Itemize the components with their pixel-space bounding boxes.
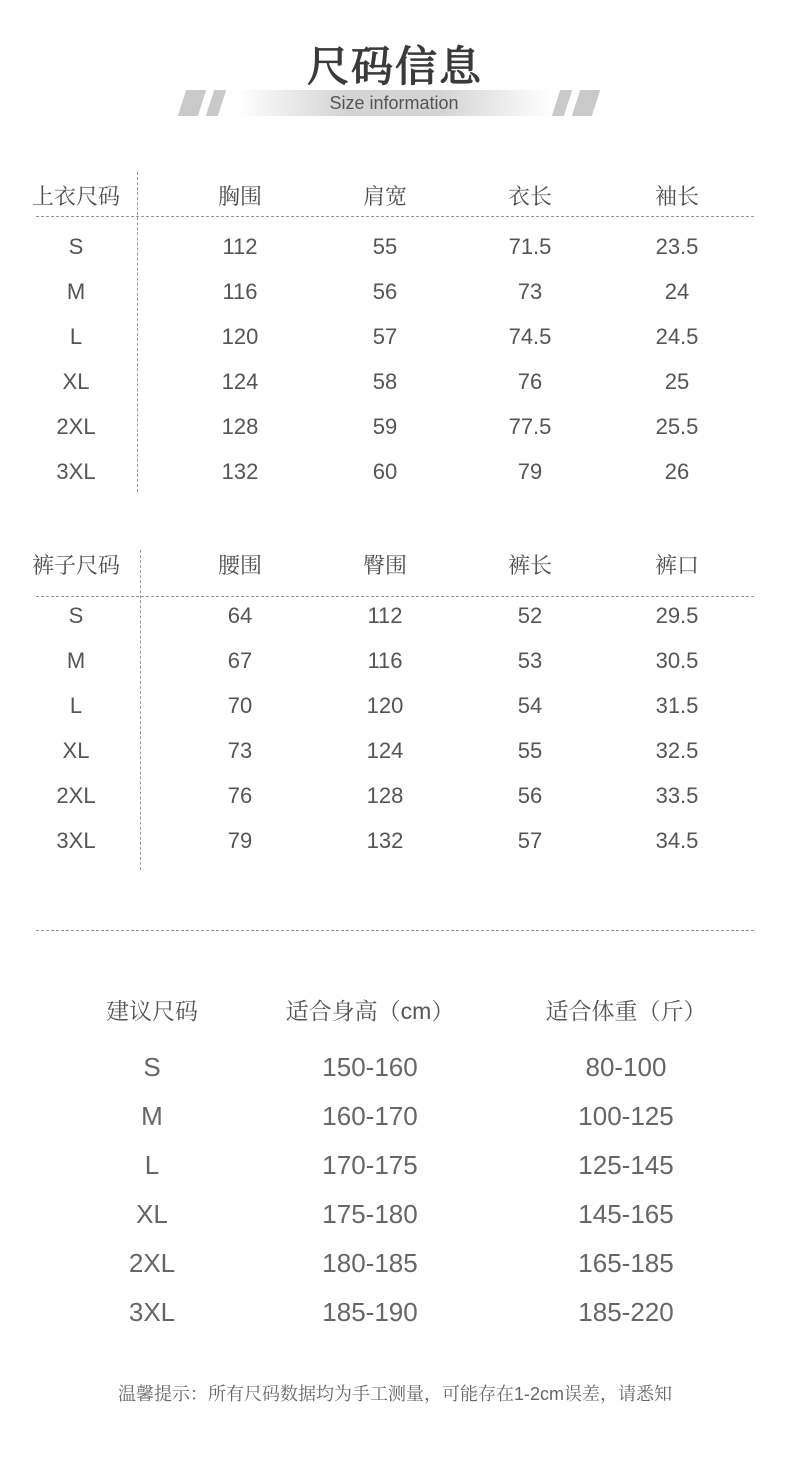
table-cell: XL <box>62 738 90 763</box>
table-cell: 59 <box>372 414 398 439</box>
table-cell: 185-190 <box>322 1297 418 1327</box>
table-cell: 124 <box>221 369 259 394</box>
table-cell: 58 <box>372 369 398 394</box>
column-header: 袖长 <box>654 184 699 209</box>
table-cell: 57 <box>372 324 398 349</box>
table-cell: 74.5 <box>508 324 552 349</box>
column-header: 衣长 <box>507 184 552 209</box>
subtitle-banner <box>178 90 610 116</box>
page-subtitle: Size information <box>329 93 459 113</box>
column-header: 建议尺码 <box>106 998 198 1024</box>
table-cell: 185-220 <box>578 1297 674 1327</box>
table-cell: 125-145 <box>578 1150 674 1180</box>
table-cell: 120 <box>366 693 404 718</box>
table-cell: 2XL <box>56 414 96 439</box>
table-cell: 116 <box>367 648 403 673</box>
table-cell: 145-165 <box>578 1199 674 1229</box>
table-cell: 31.5 <box>655 693 699 718</box>
table-cell: 180-185 <box>322 1248 418 1278</box>
table-cell: XL <box>136 1199 168 1229</box>
table-row <box>0 826 790 856</box>
table-cell: 25 <box>664 369 690 394</box>
table-cell: 76 <box>517 369 543 394</box>
table-cell: 33.5 <box>655 783 699 808</box>
table-cell: 160-170 <box>322 1101 418 1131</box>
table-cell: 52 <box>517 603 543 628</box>
table-cell: M <box>141 1101 163 1131</box>
table-cell: 34.5 <box>655 828 699 853</box>
table-cell: M <box>66 279 86 304</box>
table-cell: 150-160 <box>322 1052 418 1082</box>
table-cell: 170-175 <box>322 1150 418 1180</box>
table-cell: L <box>144 1150 160 1180</box>
table-cell: S <box>143 1052 161 1082</box>
column-header: 裤长 <box>507 553 552 578</box>
table-cell: 54 <box>517 693 543 718</box>
page-title: 尺码信息 <box>306 43 483 90</box>
table-cell: 128 <box>221 414 259 439</box>
table-cell: 165-185 <box>578 1248 674 1278</box>
table-row <box>0 736 790 766</box>
table-cell: 32.5 <box>655 738 699 763</box>
table-cell: L <box>69 693 83 718</box>
table-row <box>0 1297 790 1327</box>
table-cell: 56 <box>517 783 543 808</box>
table-row <box>0 367 790 397</box>
column-header: 肩宽 <box>362 184 407 209</box>
table-row <box>0 277 790 307</box>
table-cell: 3XL <box>56 459 96 484</box>
table-header-row <box>0 182 790 212</box>
table-cell: 26 <box>664 459 690 484</box>
table-cell: 112 <box>367 603 403 628</box>
column-header: 臀围 <box>362 553 407 578</box>
table-row <box>0 1150 790 1180</box>
table-cell: 55 <box>372 234 398 259</box>
table-row <box>0 646 790 676</box>
table-row <box>0 781 790 811</box>
table-cell: 67 <box>227 648 253 673</box>
table-cell: 112 <box>222 234 258 259</box>
table-row <box>0 1248 790 1278</box>
table-cell: 116 <box>222 279 258 304</box>
table-cell: 175-180 <box>322 1199 418 1229</box>
table-cell: 24 <box>664 279 690 304</box>
table-cell: 29.5 <box>655 603 699 628</box>
table-cell: 2XL <box>56 783 96 808</box>
column-header: 适合体重（斤） <box>545 998 707 1024</box>
table-row <box>0 322 790 352</box>
table-row <box>0 1052 790 1082</box>
table-cell: 30.5 <box>655 648 699 673</box>
table-cell: S <box>68 234 84 259</box>
table-row <box>0 457 790 487</box>
column-header: 裤子尺码 <box>31 553 120 578</box>
table-cell: 64 <box>227 603 253 628</box>
table-cell: 55 <box>517 738 543 763</box>
column-header: 胸围 <box>217 184 262 209</box>
table-cell: 132 <box>366 828 404 853</box>
measurement-note: 温馨提示：所有尺码数据均为手工测量，可能存在1-2cm误差，请悉知 <box>117 1384 672 1404</box>
table-cell: 3XL <box>56 828 96 853</box>
table-cell: L <box>69 324 83 349</box>
column-header: 适合身高（cm） <box>285 998 455 1024</box>
section-divider <box>36 930 754 931</box>
table-row <box>0 691 790 721</box>
table-cell: 79 <box>517 459 543 484</box>
table-cell: 124 <box>366 738 404 763</box>
table-cell: 80-100 <box>585 1052 667 1082</box>
table-cell: 128 <box>366 783 404 808</box>
table-header-row <box>0 551 790 581</box>
table-cell: 70 <box>227 693 253 718</box>
column-header: 上衣尺码 <box>31 184 120 209</box>
table-row <box>0 1101 790 1131</box>
table-cell: 76 <box>227 783 253 808</box>
table-divider-horizontal <box>36 216 754 217</box>
table-cell: 25.5 <box>655 414 699 439</box>
table-cell: M <box>66 648 86 673</box>
table-cell: 23.5 <box>655 234 699 259</box>
table-cell: 71.5 <box>508 234 552 259</box>
table-cell: 73 <box>517 279 543 304</box>
table-divider-horizontal <box>36 596 754 597</box>
table-cell: 79 <box>227 828 253 853</box>
table-cell: XL <box>62 369 90 394</box>
table-row <box>0 412 790 442</box>
table-cell: 132 <box>221 459 259 484</box>
table-row <box>0 601 790 631</box>
table-cell: 2XL <box>128 1248 176 1278</box>
table-cell: S <box>68 603 84 628</box>
table-cell: 53 <box>517 648 543 673</box>
table-cell: 57 <box>517 828 543 853</box>
table-header-row <box>0 996 790 1026</box>
column-header: 裤口 <box>654 553 699 578</box>
column-header: 腰围 <box>217 553 262 578</box>
table-row <box>0 1199 790 1229</box>
table-cell: 100-125 <box>578 1101 674 1131</box>
table-cell: 3XL <box>128 1297 176 1327</box>
table-cell: 56 <box>372 279 398 304</box>
table-cell: 24.5 <box>655 324 699 349</box>
table-row <box>0 232 790 262</box>
table-cell: 73 <box>227 738 253 763</box>
table-cell: 60 <box>372 459 398 484</box>
table-cell: 77.5 <box>508 414 552 439</box>
table-cell: 120 <box>221 324 259 349</box>
